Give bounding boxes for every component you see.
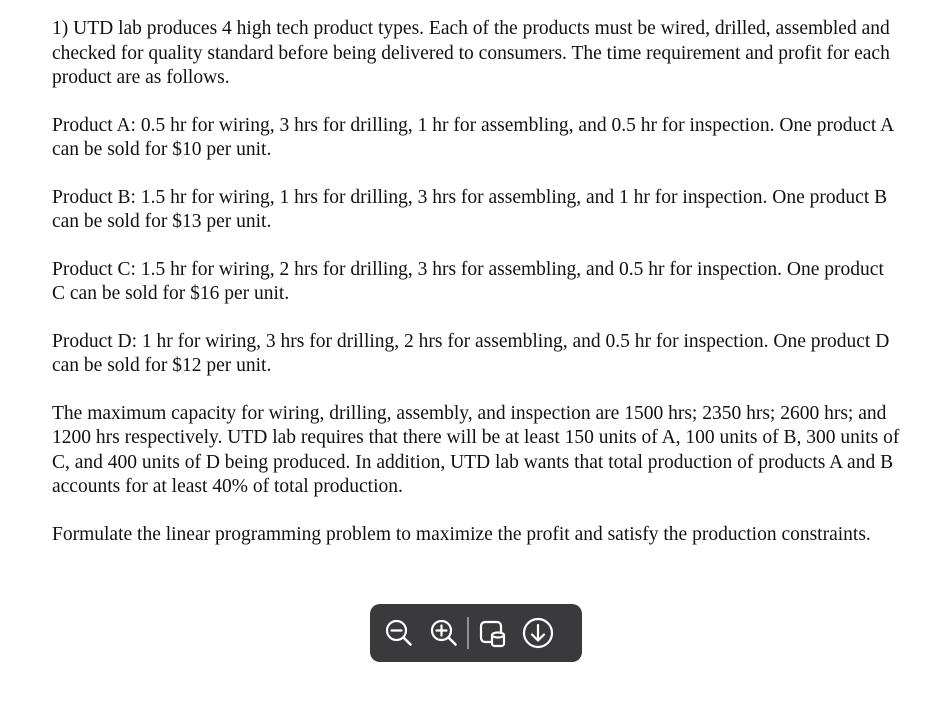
zoom-in-icon	[428, 617, 460, 649]
zoom-in-button[interactable]	[426, 615, 462, 651]
download-button[interactable]	[520, 615, 556, 651]
copy-to-board-button[interactable]	[475, 615, 511, 651]
product-a-spec: Product A: 0.5 hr for wiring, 3 hrs for drilling, 1 hr for assembling, and 0.5 hr for inspection. One product A can be sold for $10 per unit.	[52, 114, 894, 160]
image-viewer-toolbar	[370, 604, 582, 662]
task-instruction: Formulate the linear programming problem to maximize the profit and satisfy the production constraints.	[52, 523, 871, 545]
question-document	[52, 17, 900, 570]
question-intro: 1) UTD lab produces 4 high tech product types. Each of the products must be wired, drilled, assembled and checked for quality standard before being delivered to consumers. The time requirement and profit for each product are as follows.	[52, 18, 890, 88]
product-c-spec: Product C: 1.5 hr for wiring, 2 hrs for drilling, 3 hrs for assembling, and 0.5 hr for inspection. One product C can be sold for $16 per unit.	[52, 258, 884, 304]
copy-to-board-icon	[477, 617, 509, 649]
download-icon	[521, 616, 555, 650]
product-b-spec: Product B: 1.5 hr for wiring, 1 hrs for drilling, 3 hrs for assembling, and 1 hr for inspection. One product B can be sold for $13 per unit.	[52, 186, 888, 232]
product-d-spec: Product D: 1 hr for wiring, 3 hrs for drilling, 2 hrs for assembling, and 0.5 hr for inspection. One product D can be sold for $12 per unit.	[52, 330, 890, 376]
zoom-out-icon	[383, 617, 415, 649]
toolbar-separator	[467, 617, 469, 649]
zoom-out-button[interactable]	[381, 615, 417, 651]
capacity-constraints: The maximum capacity for wiring, drilling, assembly, and inspection are 1500 hrs; 2350 hrs; 2600 hrs; and 1200 hrs respectively. UTD lab requires that there will be at least 150 units of A, 100 units of B, 300 units of C, and 400 units of D being produced. In addition, UTD lab wants that total production of products A and B accounts for at least 40% of total production.	[52, 402, 900, 497]
